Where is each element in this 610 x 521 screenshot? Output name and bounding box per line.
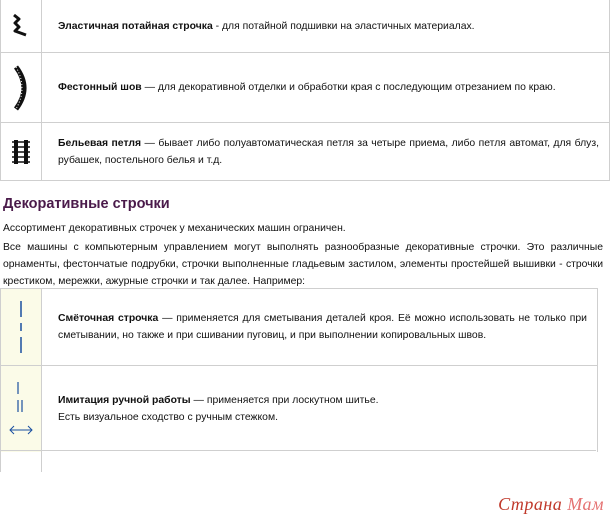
- stitch-desc: применяется при лоскутном шитье.: [206, 395, 379, 406]
- table-row: Эластичная потайная строчка - для потайной подшивки на эластичных материалах.: [1, 0, 609, 53]
- table-divider: [0, 450, 596, 451]
- stitch-name: Фестонный шов: [58, 82, 142, 93]
- stitch-desc: для декоративной отделки и обработки края с последующим отрезанием по краю.: [157, 82, 556, 93]
- table-cutoff: [0, 452, 42, 472]
- section-heading: Декоративные строчки: [3, 196, 170, 212]
- stitch-name: Имитация ручной работы: [58, 395, 191, 406]
- stitch-name: Смёточная строчка: [58, 313, 159, 324]
- stitch-desc: бывает либо полуавтоматическая петля за четыре приема, либо петля автомат, для блуз, рубашек, постельного белья и т.д.: [58, 137, 600, 166]
- scallop-stitch-icon: [1, 53, 42, 122]
- stitch-desc: применяется для сметывания деталей кроя. Её можно использовать не только при сметывании, но также и при сшивании пуговиц, и при выполнении копировальных швов.: [58, 313, 587, 341]
- lingerie-buttonhole-icon: [1, 123, 42, 180]
- intro-paragraph: Ассортимент декоративных строчек у механических машин ограничен.: [3, 223, 346, 234]
- table-row: Фестонный шов — для декоративной отделки и обработки края с последующим отрезанием по краю.: [1, 53, 609, 123]
- site-watermark: Страна Мам: [498, 494, 604, 514]
- handwork-imitation-icon: [1, 366, 42, 452]
- elastic-blind-stitch-icon: [1, 0, 42, 52]
- stitch-name: Эластичная потайная строчка: [58, 20, 213, 32]
- table-row: Смёточная строчка — применяется для сметывания деталей кроя. Её можно использовать не только при сметывании, но также и при сшивании пуговиц, и при выполнении копировальных швов.: [1, 288, 597, 366]
- stitch-desc-extra: Есть визуальное сходство с ручным стежком.: [58, 412, 278, 423]
- body-paragraph: Все машины с компьютерным управлением могут выполнять разнообразные декоративные строчки. Это различные орнаменты, фестончатые подрубки, строчки выполненные гладьевым застилом, элементы простейшей вышивки - строчки крестиком, мережки, ажурные строчки и так далее. Например:: [3, 242, 603, 287]
- stitch-table-bottom: [0, 288, 598, 452]
- table-row: Бельевая петля — бывает либо полуавтоматическая петля за четыре приема, либо петля автомат, для блуз, рубашек, постельного белья и т.д.: [1, 123, 609, 181]
- table-row: Имитация ручной работы — применяется при лоскутном шитье. Есть визуальное сходство с ручным стежком.: [1, 366, 597, 452]
- stitch-table-top: [0, 0, 610, 181]
- stitch-desc: для потайной подшивки на эластичных материалах.: [221, 20, 475, 32]
- stitch-name: Бельевая петля: [58, 137, 142, 149]
- basting-stitch-icon: [1, 289, 42, 365]
